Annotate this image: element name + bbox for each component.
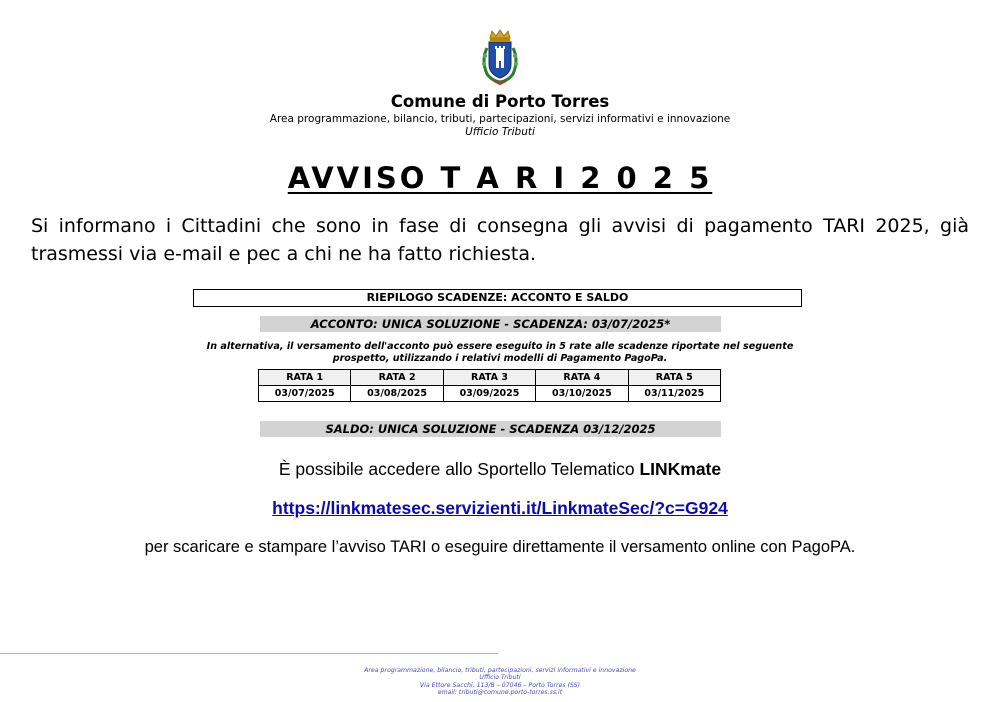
- notice-title: [0, 158, 1000, 198]
- footer-address: Via Ettore Sacchi, 113/B – 07046 – Porto Torres (SS): [419, 681, 581, 689]
- portal-name: LINKmate: [639, 459, 722, 479]
- rate-header: RATA 1: [259, 370, 351, 386]
- table-row: [259, 386, 721, 402]
- rate-date: 03/08/2025: [351, 386, 443, 402]
- rate-date: 03/07/2025: [259, 386, 351, 402]
- footer-area: Area programmazione, bilancio, tributi, partecipazioni, servizi informativi e innovazione: [364, 667, 636, 674]
- table-header-row: [259, 370, 721, 386]
- footer-divider: [0, 653, 498, 654]
- rate-date: 03/11/2025: [628, 386, 720, 402]
- organization-area: Area programmazione, bilancio, tributi, partecipazioni, servizi informativi e innovazione: [269, 113, 731, 125]
- organization-name: Comune di Porto Torres: [390, 92, 610, 111]
- rate-header: RATA 4: [536, 370, 628, 386]
- rate-date: 03/10/2025: [536, 386, 628, 402]
- final-instructions: per scaricare e stampare l’avviso TARI o eseguire direttamente il versamento online con PagoPA.: [144, 538, 856, 556]
- installments-table: [258, 369, 721, 402]
- installments-note: In alternativa, il versamento dell'acconto può essere eseguito in 5 rate alle scadenze riportate nel seguente prospetto, utilizzando i relativi modelli di Pagamento PagoPa.: [206, 341, 794, 364]
- footer-office: Ufficio Tributi: [479, 674, 521, 682]
- organization-office: Ufficio Tributi: [465, 126, 535, 138]
- saldo-deadline: SALDO: UNICA SOLUZIONE - SCADENZA 03/12/2025: [260, 421, 721, 437]
- portal-link[interactable]: https://linkmatesec.servizienti.it/LinkmateSec/?c=G924: [272, 498, 728, 518]
- acconto-deadline: ACCONTO: UNICA SOLUZIONE - SCADENZA: 03/07/2025*: [260, 316, 721, 332]
- summary-heading: RIEPILOGO SCADENZE: ACCONTO E SALDO: [193, 289, 802, 307]
- footer: [0, 667, 1000, 696]
- notice-title-text: AVVISO T A R I 2 0 2 5: [287, 161, 713, 195]
- footer-email: email: tributi@comune.porto-torres.ss.it: [437, 688, 563, 696]
- access-sentence: È possibile accedere allo Sportello Telematico: [278, 459, 640, 479]
- rate-header: RATA 2: [351, 370, 443, 386]
- rate-date: 03/09/2025: [443, 386, 535, 402]
- intro-paragraph: Si informano i Cittadini che sono in fase di consegna gli avvisi di pagamento TARI 2025, già trasmessi via e-mail e pec a chi ne ha fatto richiesta.: [31, 215, 969, 265]
- rate-header: RATA 3: [443, 370, 535, 386]
- municipal-crest-icon: [478, 28, 522, 86]
- access-text: [0, 459, 1000, 480]
- rate-header: RATA 5: [628, 370, 720, 386]
